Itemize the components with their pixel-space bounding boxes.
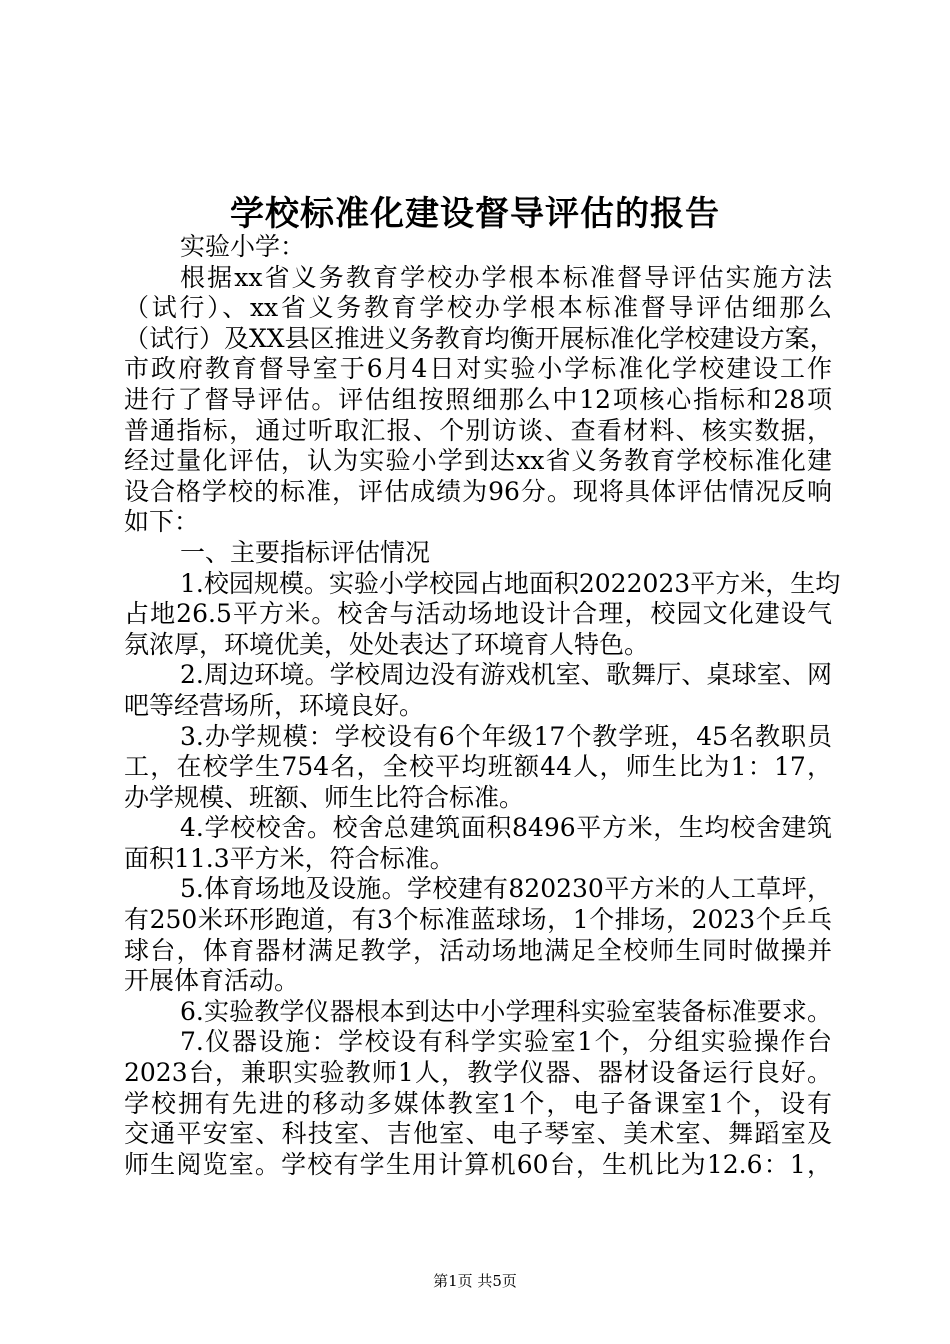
text-line: 7.仪器设施：学校设有科学实验室1个，分组实验操作台 [180,1027,832,1057]
text-line: 有250米环形跑道，有3个标准蓝球场，1个排场，2023个乒乓 [124,905,832,935]
text-line: 吧等经营场所，环境良好。 [124,690,425,720]
text-line: 占地26.5平方米。校舍与活动场地设计合理，校园文化建设气 [124,599,832,629]
text-line: 设合格学校的标准，评估成绩为96分。现将具体评估情况反响 [124,476,832,506]
text-line: 3.办学规模：学校设有6个年级17个教学班，45名教职员 [180,721,832,751]
page-footer: 第1页 共5页 [433,1272,517,1290]
text-line: 1.校园规模。实验小学校园占地面积2022023平方米，生均 [180,568,841,598]
text-line: 氛浓厚，环境优美，处处表达了环境育人特色。 [124,629,650,659]
text-line: 4.学校校舍。校舍总建筑面积8496平方米，生均校舍建筑 [180,813,832,843]
text-line: 师生阅览室。学校有学生用计算机60台，生机比为12.6：1， [124,1149,832,1179]
text-line: 6.实验教学仪器根本到达中小学理科实验室装备标准要求。 [180,996,832,1026]
text-line: （试行）、xx省义务教育学校办学根本标准督导评估细那么 [124,293,832,323]
text-line: 5.体育场地及设施。学校建有820230平方米的人工草坪， [180,874,832,904]
text-line: 一、主要指标评估情况 [180,537,431,567]
text-line: 工，在校学生754名，全校平均班额44人，师生比为1：17， [124,752,832,782]
text-line: 面积11.3平方米，符合标准。 [124,843,455,873]
text-line: 市政府教育督导室于6月4日对实验小学标准化学校建设工作 [124,354,832,384]
text-line: 2023台，兼职实验教师1人，教学仪器、器材设备运行良好。 [124,1058,832,1088]
text-line: 交通平安室、科技室、吉他室、电子琴室、美术室、舞蹈室及 [124,1119,832,1149]
text-line: 学校拥有先进的移动多媒体教室1个，电子备课室1个，设有 [124,1088,832,1118]
text-line: 经过量化评估，认为实验小学到达xx省义务教育学校标准化建 [124,446,832,476]
text-line: 办学规模、班额、师生比符合标准。 [124,782,525,812]
document-title: 学校标准化建设督导评估的报告 [230,194,720,234]
text-line: 如下： [124,507,200,537]
text-line: 2.周边环境。学校周边没有游戏机室、歌舞厅、桌球室、网 [180,660,832,690]
text-line: 普通指标，通过听取汇报、个别访谈、查看材料、核实数据， [124,415,832,445]
text-line: 进行了督导评估。评估组按照细那么中12项核心指标和28项 [124,384,832,414]
text-line: 球台，体育器材满足教学，活动场地满足全校师生同时做操并 [124,935,832,965]
text-line: 根据xx省义务教育学校办学根本标准督导评估实施方法 [180,262,832,292]
document-body [124,232,841,1180]
text-line: 开展体育活动。 [124,966,300,996]
text-line: 实验小学： [180,232,306,261]
text-line: （试行）及XX县区推进义务教育均衡开展标准化学校建设方案， [124,323,835,353]
